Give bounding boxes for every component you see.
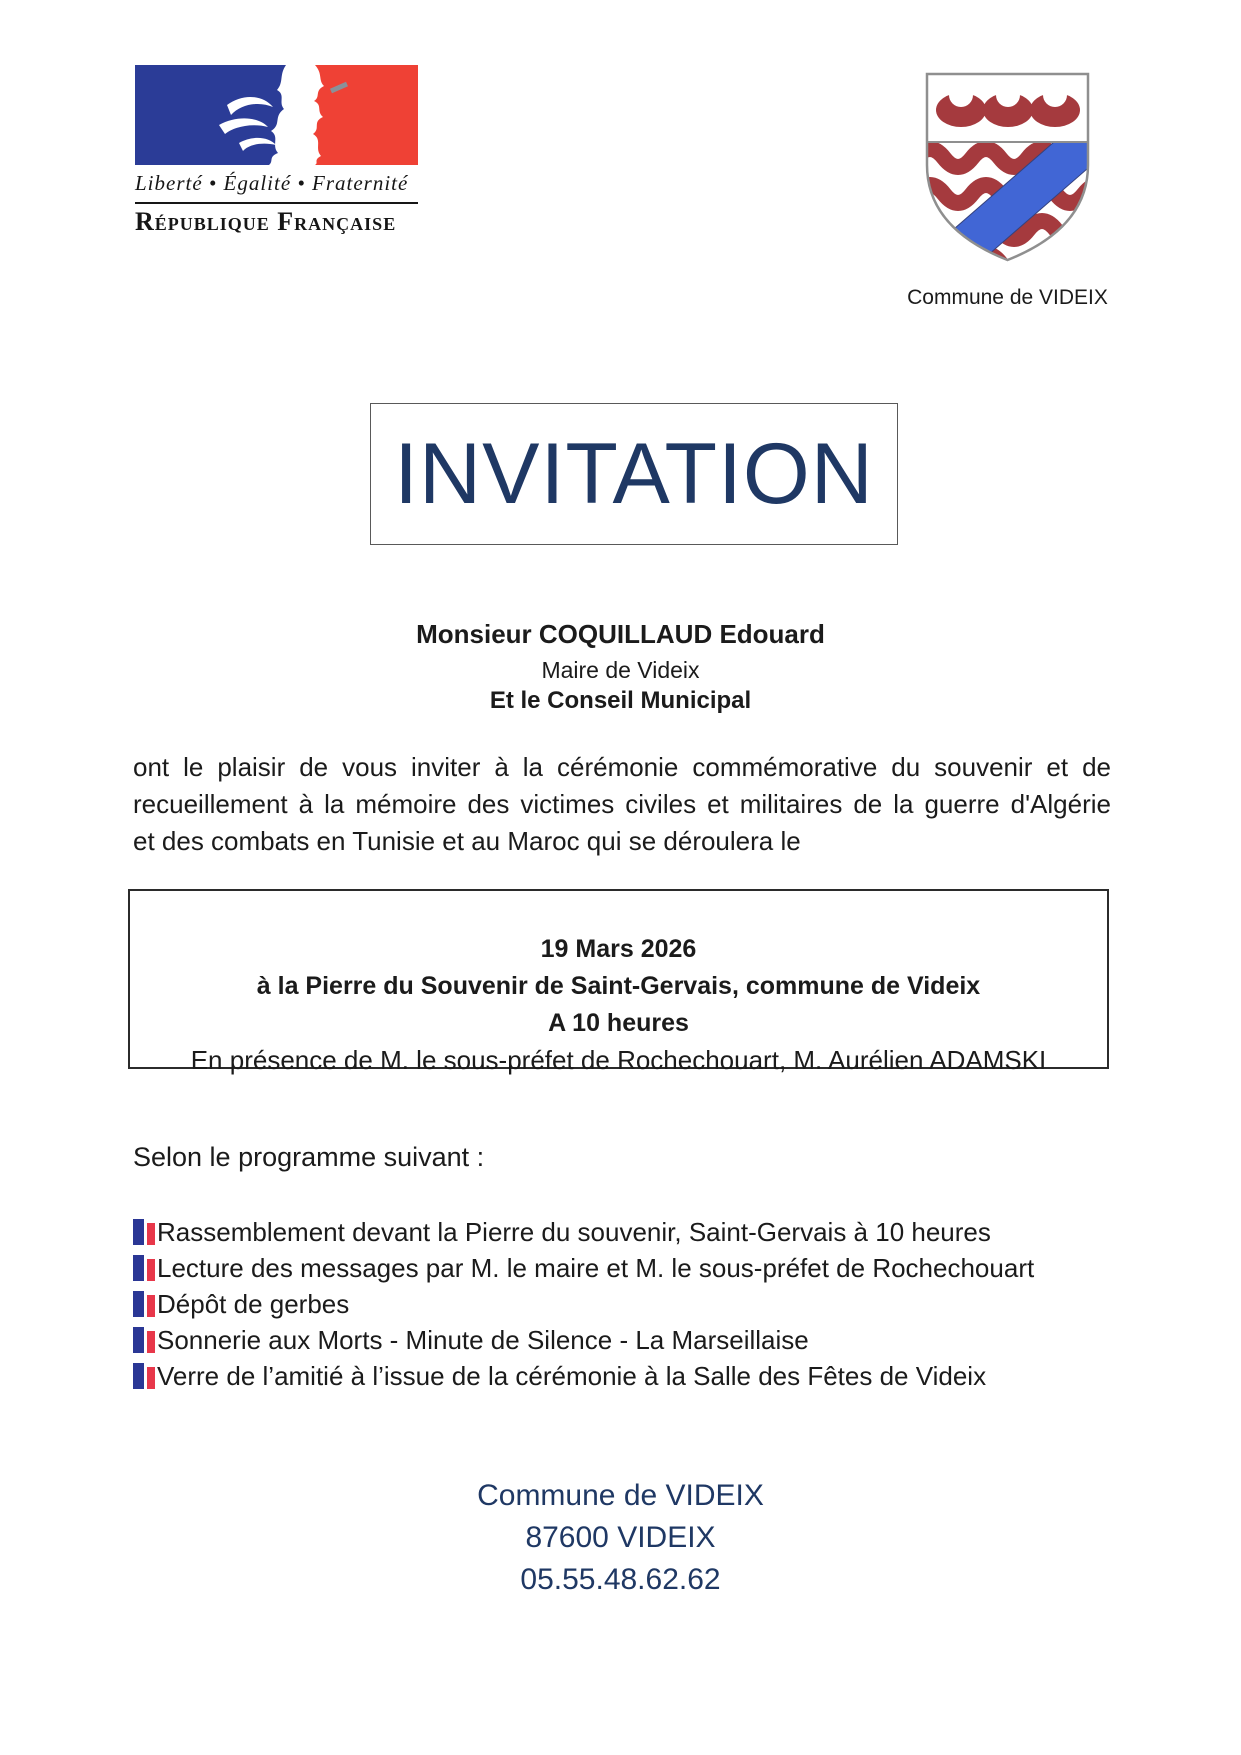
host-role: Maire de Videix xyxy=(541,657,700,683)
bullet-blue-bar xyxy=(133,1219,144,1245)
footer-postcode: 87600 VIDEIX xyxy=(525,1521,716,1554)
republic-title: République Française xyxy=(135,207,397,236)
program-item-label: Sonnerie aux Morts - Minute de Silence - La Marseillaise xyxy=(157,1324,809,1355)
bullet-blue-bar xyxy=(133,1255,144,1281)
event-location: à la Pierre du Souvenir de Saint-Gervais, commune de Videix xyxy=(256,972,981,1000)
program-item xyxy=(133,1322,1143,1358)
page-title: INVITATION xyxy=(394,425,874,522)
footer-contact-block xyxy=(0,1475,1241,1601)
host-council: Et le Conseil Municipal xyxy=(489,687,752,714)
bullet-red-bar xyxy=(147,1223,155,1245)
commune-label: Commune de VIDEIX xyxy=(907,286,1108,309)
french-flag-bullet-icon xyxy=(133,1255,157,1281)
videix-coat-of-arms-icon xyxy=(922,70,1093,265)
bullet-red-bar xyxy=(147,1259,155,1281)
program-item xyxy=(133,1250,1143,1286)
french-flag-bullet-icon xyxy=(133,1327,157,1353)
event-time: A 10 heures xyxy=(548,1009,689,1037)
intro-line: recueillement à la mémoire des victimes civiles et militaires de la guerre d'Algérie xyxy=(133,789,1111,819)
invitation-title-box xyxy=(370,403,898,545)
intro-paragraph xyxy=(133,749,1111,860)
french-flag-bullet-icon xyxy=(133,1363,157,1389)
program-item-label: Verre de l’amitié à l’issue de la cérémonie à la Salle des Fêtes de Videix xyxy=(157,1360,987,1391)
program-item xyxy=(133,1214,1143,1250)
bullet-blue-bar xyxy=(133,1363,144,1389)
program-list xyxy=(133,1214,1143,1394)
program-item-label: Lecture des messages par M. le maire et M. le sous-préfet de Rochechouart xyxy=(157,1252,1035,1283)
program-item xyxy=(133,1358,1143,1394)
logo-divider xyxy=(135,202,418,204)
republic-motto: Liberté • Égalité • Fraternité xyxy=(135,171,409,195)
bullet-blue-bar xyxy=(133,1327,144,1353)
republique-francaise-logo xyxy=(135,65,420,237)
bullet-red-bar xyxy=(147,1331,155,1353)
event-date: 19 Mars 2026 xyxy=(540,935,697,963)
footer-commune: Commune de VIDEIX xyxy=(477,1479,764,1512)
french-flag-bullet-icon xyxy=(133,1291,157,1317)
program-item xyxy=(133,1286,1143,1322)
intro-line: ont le plaisir de vous inviter à la cérémonie commémorative du souvenir et de xyxy=(133,752,1111,782)
french-flag-marianne-icon xyxy=(135,65,418,165)
french-flag-bullet-icon xyxy=(133,1219,157,1245)
event-attendance: En présence de M. le sous-préfet de Rochechouart, M. Aurélien ADAMSKI xyxy=(190,1045,1047,1075)
event-details-box xyxy=(128,889,1109,1075)
intro-line: et des combats en Tunisie et au Maroc qui se déroulera le xyxy=(133,826,801,856)
bullet-red-bar xyxy=(147,1295,155,1317)
program-heading: Selon le programme suivant : xyxy=(133,1142,485,1172)
footer-phone: 05.55.48.62.62 xyxy=(520,1563,721,1596)
host-name: Monsieur COQUILLAUD Edouard xyxy=(416,619,825,649)
program-item-label: Dépôt de gerbes xyxy=(157,1288,350,1319)
program-item-label: Rassemblement devant la Pierre du souvenir, Saint-Gervais à 10 heures xyxy=(157,1216,991,1247)
bullet-blue-bar xyxy=(133,1291,144,1317)
bullet-red-bar xyxy=(147,1367,155,1389)
